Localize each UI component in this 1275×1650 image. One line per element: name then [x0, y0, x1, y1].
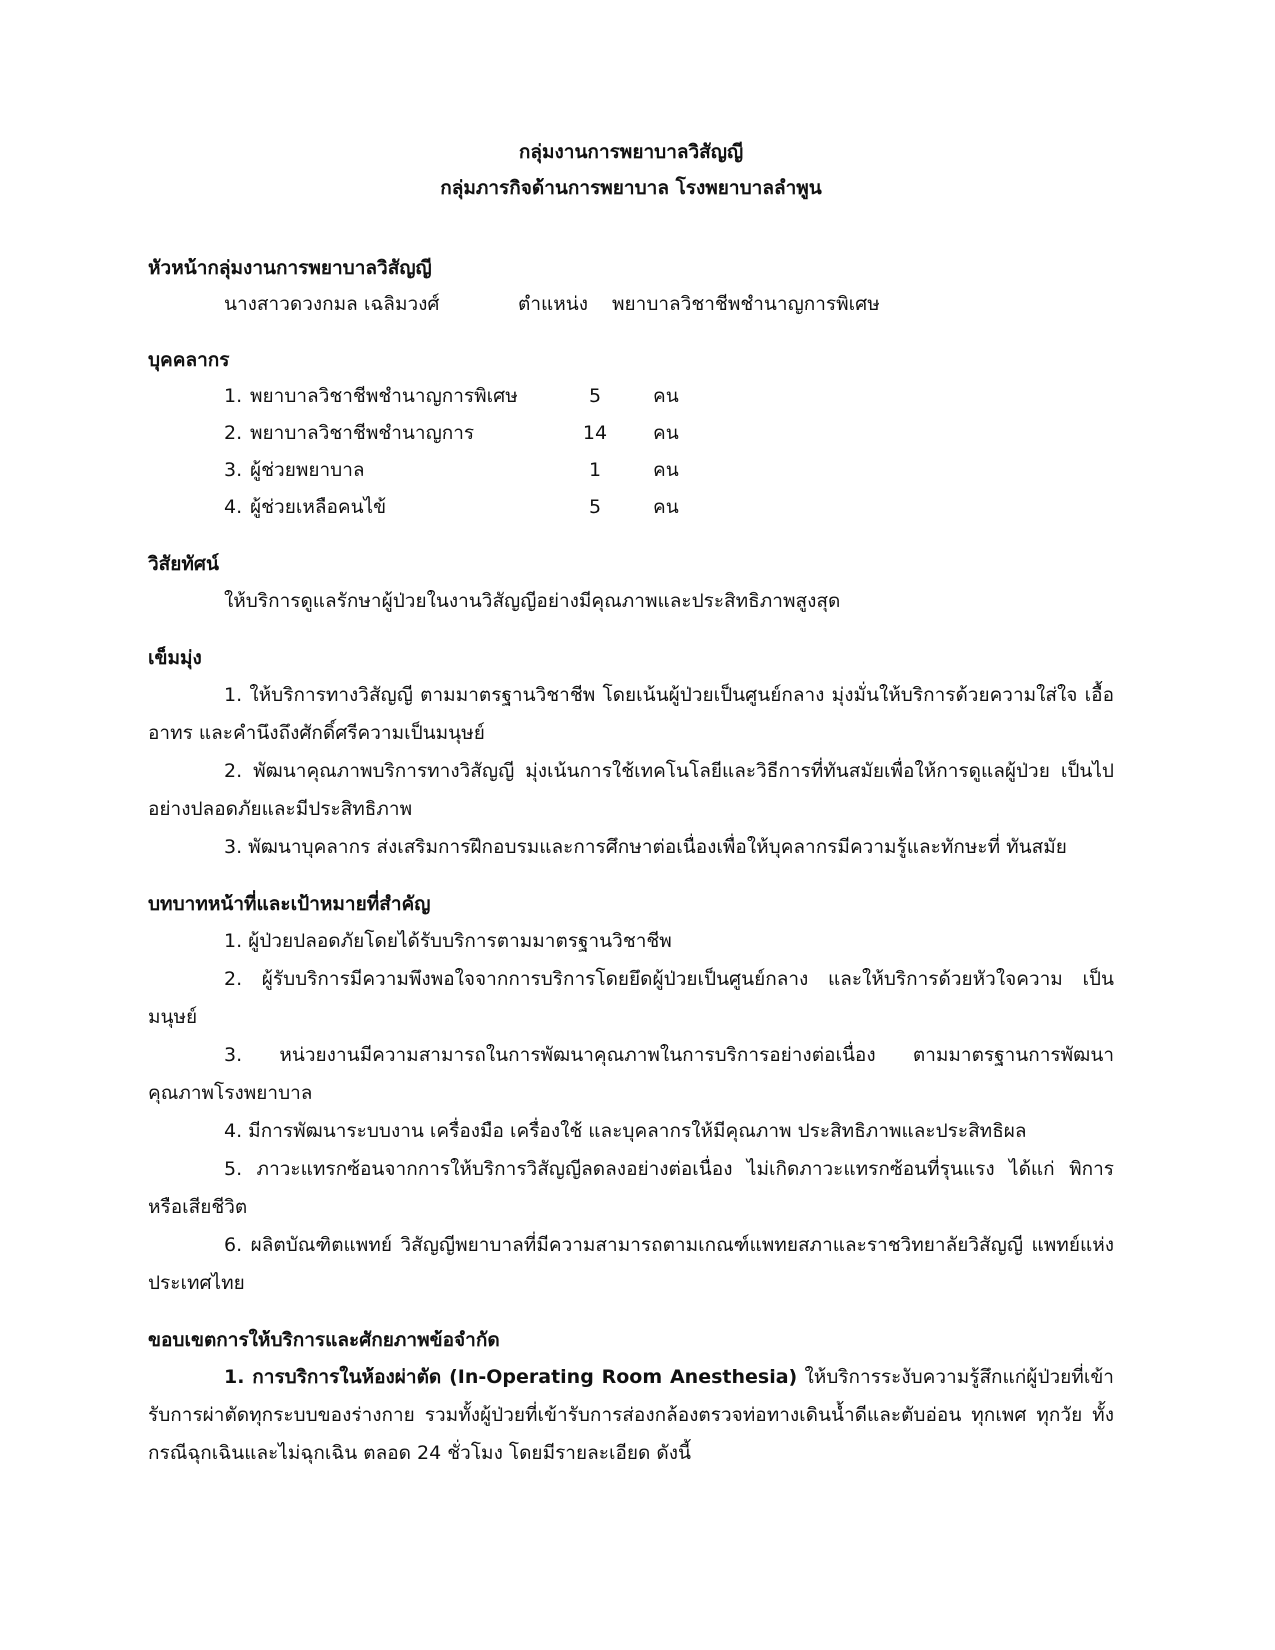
vision-heading: วิสัยทัศน์ — [148, 553, 219, 575]
personnel-unit: คน — [653, 496, 679, 518]
roles-heading: บทบาทหน้าที่และเป้าหมายที่สำคัญ — [148, 893, 431, 915]
head-name: นางสาวดวงกมล เฉลิมวงศ์ — [224, 293, 440, 315]
personnel-count: 5 — [588, 496, 602, 518]
scope-item-text: ให้บริการระงับความรู้สึกแก่ผู้ป่วยที่เข้ารับการผ่าตัดทุกระบบของร่างกาย รวมทั้งผู้ป่วยที่เข้ารับการส่องกล้องตรวจท่อทางเดินน้ำดีและตับอ่อน ทุกเพศ ทุกวัย ทั้งกรณีฉุกเฉินและไม่ฉุกเฉิน ตลอด 24 ชั่วโมง โดยมีรายละเอียด ดังนี้ — [148, 1366, 1114, 1464]
personnel-count: 5 — [588, 385, 602, 407]
personnel-role: ผู้ช่วยเหลือคนไข้ — [250, 496, 387, 518]
mission-item: 3. พัฒนาบุคลากร ส่งเสริมการฝึกอบรมและการศึกษาต่อเนื่องเพื่อให้บุคลากรมีความรู้และทักษะที่ ทันสมัย — [224, 836, 1067, 858]
personnel-num: 4. — [224, 496, 243, 518]
scope-item — [148, 1358, 1114, 1472]
scope-heading: ขอบเขตการให้บริการและศักยภาพข้อจำกัด — [148, 1329, 500, 1351]
document-title-line1: กลุ่มงานการพยาบาลวิสัญญี — [518, 141, 744, 163]
personnel-unit: คน — [653, 459, 679, 481]
roles-item: 5. ภาวะแทรกซ้อนจากการให้บริการวิสัญญีลดลงอย่างต่อเนื่อง ไม่เกิดภาวะแทรกซ้อนที่รุนแรง ได้แก่ พิการ หรือเสียชีวิต — [148, 1158, 1114, 1218]
personnel-count: 1 — [588, 459, 602, 481]
position-label: ตำแหน่ง — [518, 293, 589, 315]
personnel-row — [148, 452, 1114, 489]
roles-item: 4. มีการพัฒนาระบบงาน เครื่องมือ เครื่องใช้ และบุคลากรให้มีคุณภาพ ประสิทธิภาพและประสิทธิผล — [224, 1120, 1027, 1142]
head-of-unit-row — [148, 286, 1114, 322]
roles-item: 1. ผู้ป่วยปลอดภัยโดยได้รับบริการตามมาตรฐานวิชาชีพ — [224, 930, 672, 952]
scope-item-lead: 1. การบริการในห้องผ่าตัด (In-Operating Room Anesthesia) — [224, 1366, 798, 1388]
personnel-unit: คน — [653, 385, 679, 407]
personnel-count: 14 — [582, 422, 608, 444]
personnel-role: พยาบาลวิชาชีพชำนาญการ — [250, 422, 475, 444]
personnel-heading: บุคคลากร — [148, 349, 230, 371]
personnel-list — [148, 378, 1114, 526]
head-of-unit-heading: หัวหน้ากลุ่มงานการพยาบาลวิสัญญี — [148, 257, 432, 279]
mission-item: 1. ให้บริการทางวิสัญญี ตามมาตรฐานวิชาชีพ โดยเน้นผู้ป่วยเป็นศูนย์กลาง มุ่งมั่นให้บริการด้วยความใส่ใจ เอื้ออาทร และคำนึงถึงศักดิ์ศรีความเป็นมนุษย์ — [148, 684, 1114, 744]
personnel-num: 3. — [224, 459, 243, 481]
mission-item: 2. พัฒนาคุณภาพบริการทางวิสัญญี มุ่งเน้นการใช้เทคโนโลยีและวิธีการที่ทันสมัยเพื่อให้การดูแลผู้ป่วย เป็นไปอย่างปลอดภัยและมีประสิทธิภาพ — [148, 760, 1114, 820]
mission-heading: เข็มมุ่ง — [148, 647, 202, 669]
document-body — [148, 134, 1114, 1472]
personnel-num: 1. — [224, 385, 243, 407]
personnel-row — [148, 378, 1114, 415]
head-position: พยาบาลวิชาชีพชำนาญการพิเศษ — [612, 293, 880, 315]
personnel-role: พยาบาลวิชาชีพชำนาญการพิเศษ — [250, 385, 518, 407]
roles-item: 6. ผลิตบัณฑิตแพทย์ วิสัญญีพยาบาลที่มีความสามารถตามเกณฑ์แพทยสภาและราชวิทยาลัยวิสัญญี แพทย์แห่งประเทศไทย — [148, 1234, 1114, 1294]
personnel-row — [148, 415, 1114, 452]
personnel-role: ผู้ช่วยพยาบาล — [250, 459, 365, 481]
document-title-line2: กลุ่มภารกิจด้านการพยาบาล โรงพยาบาลลำพูน — [440, 177, 822, 199]
vision-text: ให้บริการดูแลรักษาผู้ป่วยในงานวิสัญญีอย่างมีคุณภาพและประสิทธิภาพสูงสุด — [224, 590, 841, 612]
roles-item: 2. ผู้รับบริการมีความพึงพอใจจากการบริการโดยยึดผู้ป่วยเป็นศูนย์กลาง และให้บริการด้วยหัวใจความ เป็นมนุษย์ — [148, 968, 1114, 1028]
personnel-unit: คน — [653, 422, 679, 444]
personnel-num: 2. — [224, 422, 243, 444]
personnel-row — [148, 489, 1114, 526]
roles-item: 3. หน่วยงานมีความสามารถในการพัฒนาคุณภาพในการบริการอย่างต่อเนื่อง ตามมาตรฐานการพัฒนา คุณภาพโรงพยาบาล — [148, 1044, 1114, 1104]
